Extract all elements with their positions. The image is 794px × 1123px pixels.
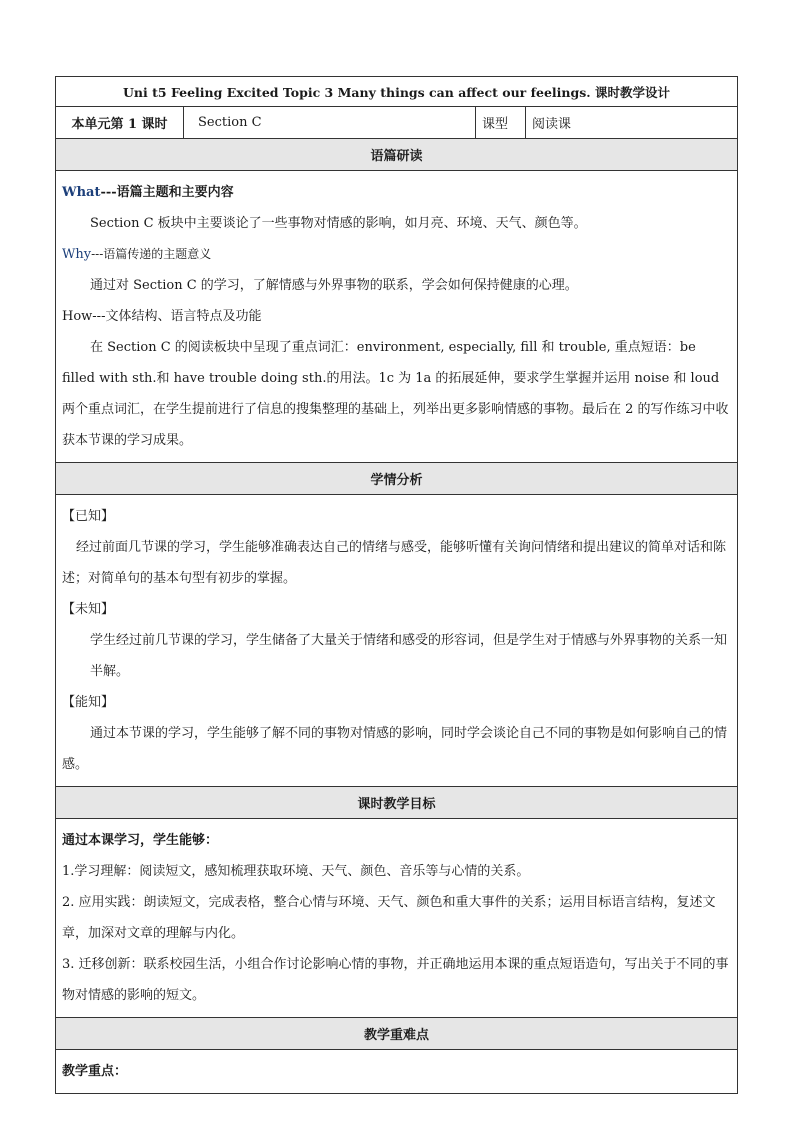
learner-analysis-row — [56, 495, 738, 787]
how-body: 在 Section C 的阅读板块中呈现了重点词汇：environment, especially, fill 和 trouble, 重点短语：be filled with sth.和 have trouble doing sth.的用法。1c 为 1a 的拓展延伸，要求学生掌握并运用 noise 和 loud 两个重点词汇，在学生提前进行了信息的搜集整理的基础上，列举出更多影响情感的事物。最后在 2 的写作练习中收获本节课的学习成果。 — [62, 340, 729, 448]
how-heading: How---文体结构、语言特点及功能 — [62, 309, 262, 324]
learner-analysis-heading: 学情分析 — [56, 463, 738, 495]
unit-lesson-label: 本单元第 1 课时 — [56, 107, 184, 139]
known-body: 经过前面几节课的学习，学生能够准确表达自己的情绪与感受，能够听懂有关询问情绪和提出建议的简单对话和陈述；对简单句的基本句型有初步的掌握。 — [62, 540, 727, 586]
known-label: 【已知】 — [62, 509, 115, 524]
section-header-row — [56, 1018, 738, 1050]
what-label: What — [62, 185, 101, 200]
text-study-row — [56, 171, 738, 463]
key-points-content — [56, 1050, 738, 1094]
lesson-plan-table — [55, 76, 738, 1094]
section-name: Section C — [184, 107, 476, 139]
text-study-heading: 语篇研读 — [56, 139, 738, 171]
lesson-plan-document — [55, 76, 737, 1094]
what-rest: ---语篇主题和主要内容 — [100, 185, 234, 200]
objective-item: 2. 应用实践：朗读短文，完成表格，整合心情与环境、天气、颜色和重大事件的关系；运用目标语言结构，复述文章，加深对文章的理解与内化。 — [62, 895, 716, 941]
document-title: Uni t5 Feeling Excited Topic 3 Many things can affect our feelings. 课时教学设计 — [56, 77, 738, 107]
objectives-row — [56, 819, 738, 1018]
key-points-label: 教学重点： — [62, 1064, 128, 1079]
why-label: Why — [62, 247, 92, 262]
what-body: Section C 板块中主要谈论了一些事物对情感的影响，如月亮、环境、天气、颜色等。 — [90, 216, 587, 231]
unknown-label: 【未知】 — [62, 602, 115, 617]
why-body: 通过对 Section C 的学习，了解情感与外界事物的联系，学会如何保持健康的心理。 — [90, 278, 578, 293]
section-header-row — [56, 787, 738, 819]
objectives-intro: 通过本课学习，学生能够： — [62, 833, 219, 848]
learner-analysis-content — [56, 495, 738, 787]
unknown-body: 学生经过前几节课的学习，学生储备了大量关于情绪和感受的形容词，但是学生对于情感与外界事物的关系一知半解。 — [90, 633, 728, 679]
why-heading — [62, 239, 731, 270]
lesson-type-value: 阅读课 — [526, 107, 738, 139]
can-label: 【能知】 — [62, 695, 115, 710]
why-rest: ---语篇传递的主题意义 — [91, 247, 212, 261]
what-heading — [62, 177, 731, 208]
section-header-row — [56, 139, 738, 171]
objectives-heading: 课时教学目标 — [56, 787, 738, 819]
key-points-row — [56, 1050, 738, 1094]
can-body: 通过本节课的学习，学生能够了解不同的事物对情感的影响，同时学会谈论自己不同的事物是如何影响自己的情感。 — [62, 726, 728, 772]
meta-row — [56, 107, 738, 139]
section-header-row — [56, 463, 738, 495]
objective-item: 3. 迁移创新：联系校园生活，小组合作讨论影响心情的事物，并正确地运用本课的重点短语造句，写出关于不同的事物对情感的影响的短文。 — [62, 957, 729, 1003]
key-points-heading: 教学重难点 — [56, 1018, 738, 1050]
title-row — [56, 77, 738, 107]
objective-item: 1.学习理解：阅读短文，感知梳理获取环境、天气、颜色、音乐等与心情的关系。 — [62, 864, 530, 879]
objectives-content — [56, 819, 738, 1018]
text-study-content — [56, 171, 738, 463]
lesson-type-label: 课型 — [476, 107, 526, 139]
